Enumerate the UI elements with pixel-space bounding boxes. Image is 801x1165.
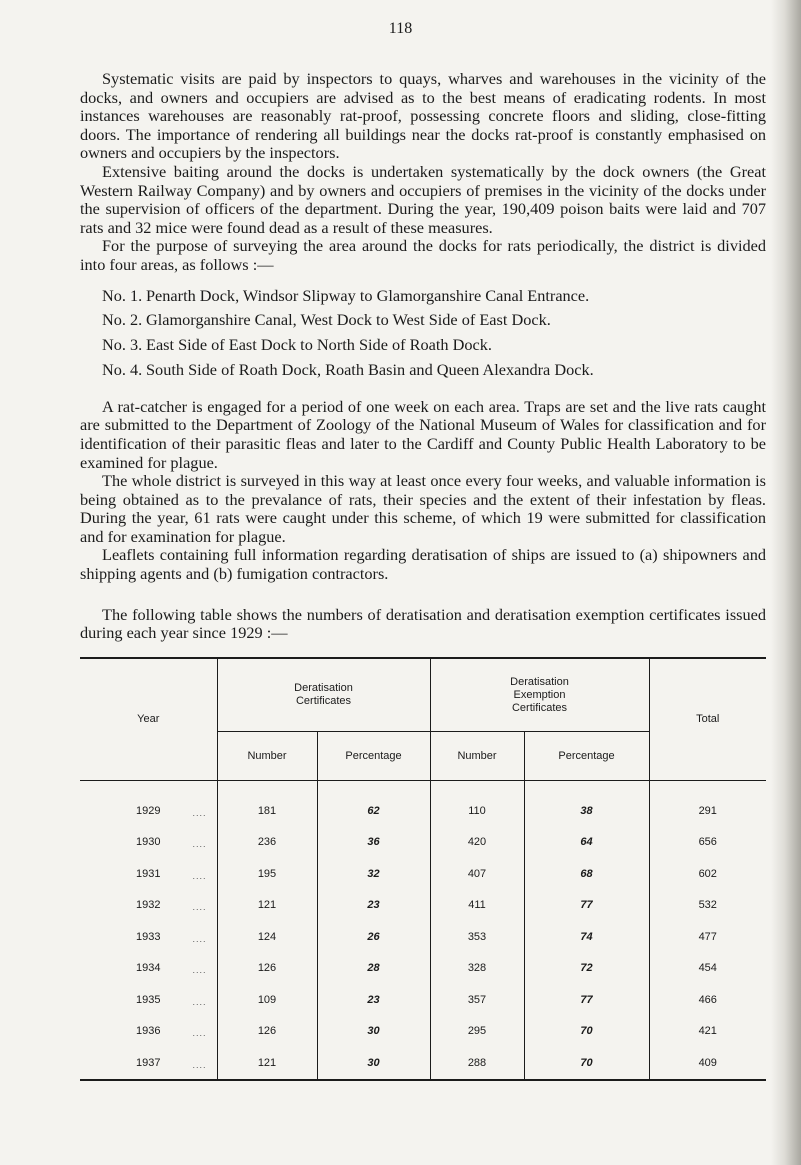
table-row (80, 984, 766, 1016)
table-row (80, 921, 766, 953)
header-exemption: Deratisation Exemption Certificates (430, 658, 649, 732)
deratisation-number: 195 (217, 858, 317, 890)
table-row (80, 1047, 766, 1080)
table-row (80, 890, 766, 922)
exemption-percentage: 72 (524, 953, 649, 985)
total-cell: 656 (649, 827, 766, 859)
total-cell: 409 (649, 1047, 766, 1080)
year-cell: 1930 .... (136, 836, 207, 849)
table-row (80, 858, 766, 890)
table-row (80, 795, 766, 827)
header-year: Year (80, 658, 217, 781)
certificates-table (80, 657, 766, 1081)
area-number: No. 1. (102, 285, 143, 305)
total-cell: 291 (649, 795, 766, 827)
deratisation-number: 124 (217, 921, 317, 953)
area-item (102, 336, 766, 361)
page-edge-shadow (771, 0, 801, 1165)
exemption-number: 328 (430, 953, 524, 985)
area-item (102, 311, 766, 336)
header-percentage: Percentage (317, 732, 430, 781)
total-cell: 421 (649, 1016, 766, 1048)
year-cell: 1936 .... (136, 1025, 207, 1038)
deratisation-percentage: 62 (317, 795, 430, 827)
deratisation-number: 236 (217, 827, 317, 859)
exemption-percentage: 70 (524, 1016, 649, 1048)
header-number: Number (217, 732, 317, 781)
deratisation-percentage: 23 (317, 984, 430, 1016)
deratisation-percentage: 32 (317, 858, 430, 890)
deratisation-number: 126 (217, 953, 317, 985)
area-number: No. 4. (102, 359, 143, 379)
table-intro: The following table shows the numbers of deratisation and deratisation exemption certificates issued during each year since 1929 :— (80, 604, 766, 643)
area-description: Penarth Dock, Windsor Slipway to Glamorganshire Canal Entrance. (146, 285, 590, 305)
deratisation-number: 126 (217, 1016, 317, 1048)
year-cell: 1932 .... (136, 899, 207, 912)
header-deratisation: Deratisation Certificates (217, 658, 430, 732)
deratisation-number: 109 (217, 984, 317, 1016)
deratisation-percentage: 28 (317, 953, 430, 985)
body-text (80, 70, 766, 643)
total-cell: 477 (649, 921, 766, 953)
area-number: No. 2. (102, 310, 143, 330)
page-number: 118 (388, 20, 413, 37)
paragraph: Systematic visits are paid by inspectors to quays, wharves and warehouses in the vicinity of the docks, and owners and occupiers are advised as to the best means of eradicating rodents. In most instances warehouses are reasonably rat-proof, possessing concrete floors and sliding, close-fitting doors. The importance of rendering all buildings near the docks rat-proof is constantly emphasised on owners and occupiers by the inspectors. (80, 69, 766, 163)
total-cell: 466 (649, 984, 766, 1016)
total-cell: 532 (649, 890, 766, 922)
year-cell: 1933 .... (136, 930, 207, 944)
paragraph: A rat-catcher is engaged for a period of one week on each area. Traps are set and the live rats caught are submitted to the Department of Zoology of the National Museum of Wales for classification and for identification of their parasitic fleas and later to the Cardiff and County Public Health Laboratory to be examined for plague. (80, 396, 766, 472)
table-spacer (80, 781, 766, 796)
exemption-number: 357 (430, 984, 524, 1016)
exemption-percentage: 38 (524, 795, 649, 827)
paragraph: For the purpose of surveying the area around the docks for rats periodically, the district is divided into four areas, as follows :— (80, 236, 766, 274)
paragraph: Leaflets containing full information regarding deratisation of ships are issued to (a) shipowners and shipping agents and (b) fumigation contractors. (80, 545, 766, 584)
area-description: South Side of Roath Dock, Roath Basin and Queen Alexandra Dock. (146, 359, 594, 379)
paragraph: Extensive baiting around the docks is undertaken systematically by the dock owners (the Great Western Railway Company) and by owners and occupiers of premises in the vicinity of the docks under the supervision of officers of the department. During the year, 190,409 poison baits were laid and 707 rats and 32 mice were found dead as a result of these measures. (80, 161, 766, 237)
area-description: East Side of East Dock to North Side of Roath Dock. (146, 335, 492, 355)
year-cell: 1931 .... (136, 867, 207, 881)
table-row (80, 827, 766, 859)
deratisation-percentage: 23 (317, 890, 430, 922)
exemption-number: 411 (430, 890, 524, 922)
deratisation-number: 121 (217, 890, 317, 922)
exemption-percentage: 74 (524, 921, 649, 953)
exemption-percentage: 77 (524, 890, 649, 922)
deratisation-percentage: 36 (317, 827, 430, 859)
header-percentage: Percentage (524, 732, 649, 781)
area-description: Glamorganshire Canal, West Dock to West Side of East Dock. (146, 310, 551, 330)
header-number: Number (430, 732, 524, 781)
table-row (80, 953, 766, 985)
exemption-percentage: 77 (524, 984, 649, 1016)
exemption-number: 420 (430, 827, 524, 859)
deratisation-number: 121 (217, 1047, 317, 1080)
exemption-percentage: 70 (524, 1047, 649, 1080)
year-cell: 1935 .... (136, 993, 207, 1007)
paragraph: The whole district is surveyed in this way at least once every four weeks, and valuable information is being obtained as to the prevalance of rats, their species and the extent of their infestation by fleas. During the year, 61 rats were caught under this scheme, of which 19 were submitted for classification and for examination for plague. (80, 471, 766, 546)
area-item (102, 287, 766, 312)
deratisation-number: 181 (217, 795, 317, 827)
exemption-number: 407 (430, 858, 524, 890)
exemption-percentage: 64 (524, 827, 649, 859)
exemption-number: 353 (430, 921, 524, 953)
total-cell: 454 (649, 953, 766, 985)
table-row (80, 1016, 766, 1048)
total-cell: 602 (649, 858, 766, 890)
deratisation-percentage: 26 (317, 921, 430, 953)
area-list (102, 287, 766, 386)
area-number: No. 3. (102, 335, 143, 355)
year-cell: 1937 .... (136, 1056, 207, 1070)
exemption-number: 110 (430, 795, 524, 827)
header-total: Total (649, 658, 766, 781)
year-cell: 1929 .... (136, 804, 207, 818)
exemption-percentage: 68 (524, 858, 649, 890)
year-cell: 1934 .... (136, 962, 207, 975)
exemption-number: 295 (430, 1016, 524, 1048)
area-item (102, 361, 766, 386)
deratisation-percentage: 30 (317, 1047, 430, 1080)
deratisation-percentage: 30 (317, 1016, 430, 1048)
exemption-number: 288 (430, 1047, 524, 1080)
